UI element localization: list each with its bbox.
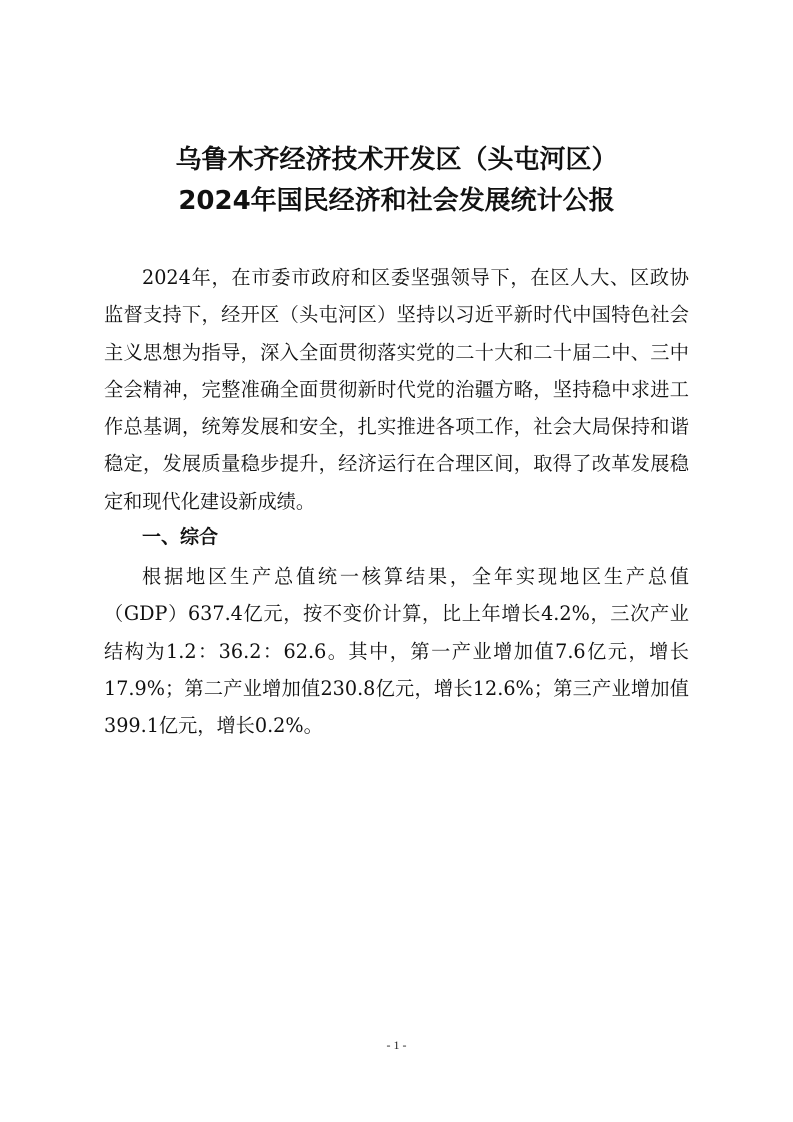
document-title-line-1: 乌鲁木齐经济技术开发区（头屯河区） [175,145,618,175]
section-heading-overview: 一、综合 [142,526,219,548]
page-number: - 1 - [386,1038,407,1052]
overview-paragraph: 根据地区生产总值统一核算结果，全年实现地区生产总值（GDP）637.4亿元，按不变价计算，比上年增长4.2%，三次产业结构为1.2：36.2：62.6。其中，第一产业增加值7.6亿元，增长17.9%；第二产业增加值230.8亿元，增长12.6%；第三产业增加值399.1亿元，增长0.2%。 [104,565,689,738]
intro-paragraph: 2024年，在市委市政府和区委坚强领导下，在区人大、区政协监督支持下，经开区（头屯河区）坚持以习近平新时代中国特色社会主义思想为指导，深入全面贯彻落实党的二十大和二十届二中、三中全会精神，完整准确全面贯彻新时代党的治疆方略，坚持稳中求进工作总基调，统筹发展和安全，扎实推进各项工作，社会大局保持和谐稳定，发展质量稳步提升，经济运行在合理区间，取得了改革发展稳定和现代化建设新成绩。 [104,266,689,513]
document-title-line-2: 2024年国民经济和社会发展统计公报 [178,186,615,216]
